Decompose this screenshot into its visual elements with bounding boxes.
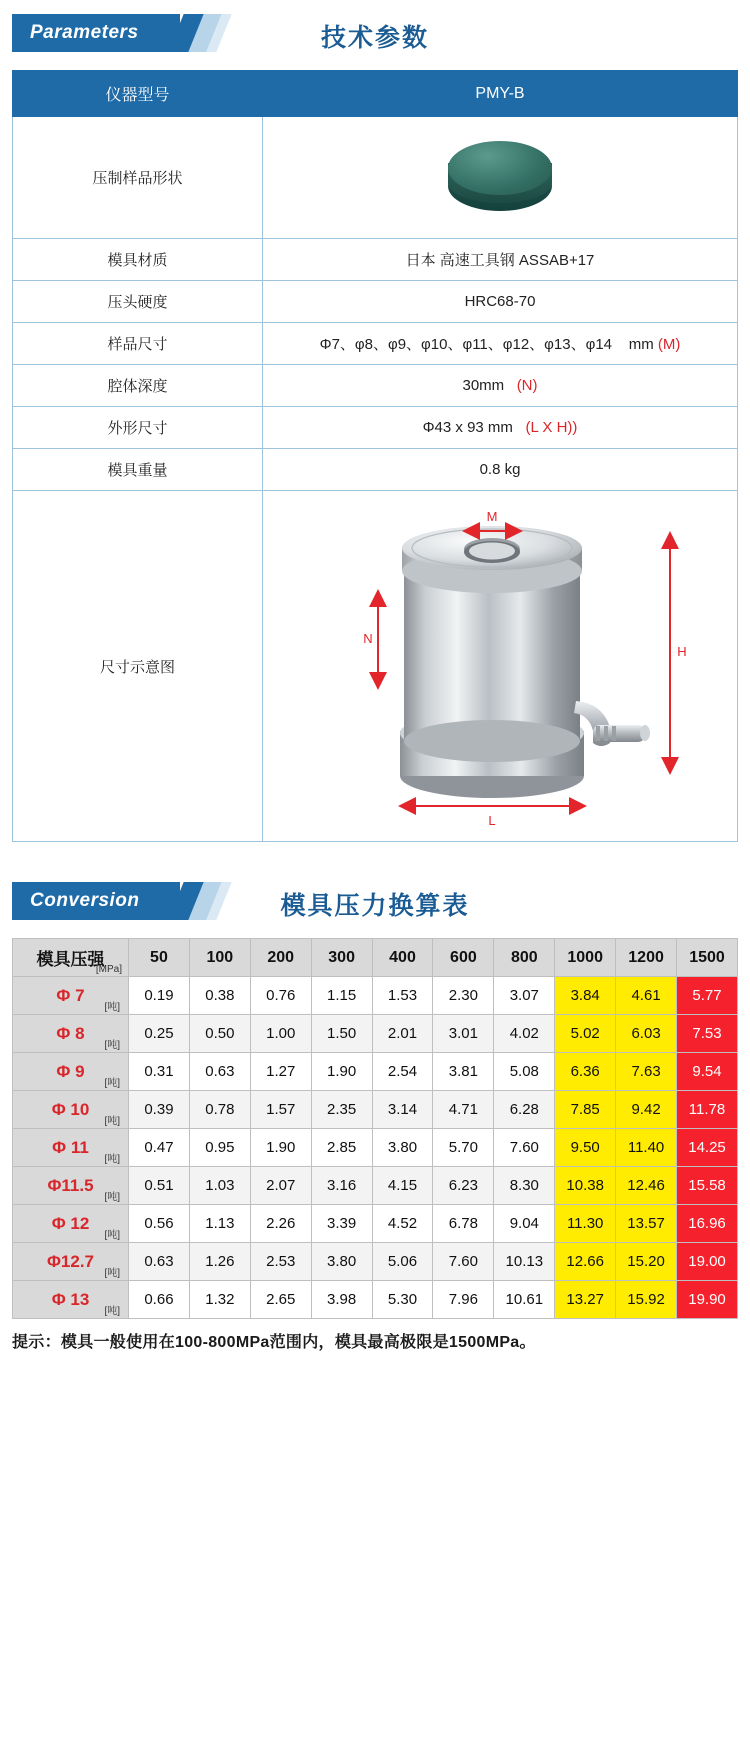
dia-label: Φ11.5: [47, 1175, 94, 1195]
cell: 15.20: [616, 1243, 677, 1281]
col-header-400: 400: [372, 939, 433, 977]
cavity-depth-text: 30mm: [462, 377, 505, 394]
cell: 6.36: [555, 1053, 616, 1091]
row-unit: [吨]: [104, 1306, 120, 1317]
cell: 5.06: [372, 1243, 433, 1281]
svg-text:H: H: [677, 644, 687, 659]
table-header-row: [13, 71, 738, 117]
table-row: [13, 1053, 738, 1091]
col-header-300: 300: [311, 939, 372, 977]
col-header-200: 200: [250, 939, 311, 977]
cell: 7.53: [677, 1015, 738, 1053]
sample-size-text: Φ7、φ8、φ9、φ10、φ11、φ12、φ13、φ14: [319, 336, 613, 353]
col-header-1500: 1500: [677, 939, 738, 977]
cell: 9.50: [555, 1129, 616, 1167]
table-row: [13, 365, 738, 407]
svg-text:N: N: [363, 631, 373, 646]
cell: 11.40: [616, 1129, 677, 1167]
row-label-outer-size: 外形尺寸: [13, 407, 263, 449]
conversion-title-cn: 模具压力换算表: [280, 892, 470, 920]
cell: 13.57: [616, 1205, 677, 1243]
row-unit: [吨]: [104, 1192, 120, 1203]
row-value-material: 日本 高速工具钢 ASSAB+17: [263, 239, 738, 281]
cell: 1.32: [189, 1281, 250, 1319]
pressure-conversion-table: [12, 938, 738, 1319]
cell: 2.53: [250, 1243, 311, 1281]
dia-label: Φ 13: [51, 1289, 90, 1309]
technical-spec-page: [0, 6, 750, 1352]
cell: 1.13: [189, 1205, 250, 1243]
svg-text:M: M: [486, 509, 498, 524]
cell: 1.50: [311, 1015, 372, 1053]
cell: 2.26: [250, 1205, 311, 1243]
row-unit: [吨]: [104, 1116, 120, 1127]
header-label-cell: 仪器型号: [13, 71, 263, 117]
cell: 1.03: [189, 1167, 250, 1205]
cell: 8.30: [494, 1167, 555, 1205]
cell: 15.92: [616, 1281, 677, 1319]
usage-note: 提示：模具一般使用在100-800MPa范围内，模具最高极限是1500MPa。: [12, 1334, 536, 1351]
cell: 0.56: [129, 1205, 190, 1243]
cell: 1.90: [311, 1053, 372, 1091]
cell: 10.61: [494, 1281, 555, 1319]
cell: 15.58: [677, 1167, 738, 1205]
cell: 4.02: [494, 1015, 555, 1053]
row-dia-7: [13, 977, 129, 1015]
col-header-800: 800: [494, 939, 555, 977]
cell: 4.61: [616, 977, 677, 1015]
cell: 7.63: [616, 1053, 677, 1091]
cell: 4.15: [372, 1167, 433, 1205]
table-row: [13, 1205, 738, 1243]
cell: 0.38: [189, 977, 250, 1015]
col-header-100: 100: [189, 939, 250, 977]
cell: 2.54: [372, 1053, 433, 1091]
row-value-sample-shape: [263, 117, 738, 239]
cell: 6.78: [433, 1205, 494, 1243]
cell: 2.30: [433, 977, 494, 1015]
table-row: [13, 1015, 738, 1053]
cell: 3.14: [372, 1091, 433, 1129]
table-row: [13, 449, 738, 491]
row-label-material: 模具材质: [13, 239, 263, 281]
cell: 0.50: [189, 1015, 250, 1053]
table-row: [13, 407, 738, 449]
svg-text:L: L: [488, 813, 496, 828]
cell: 1.27: [250, 1053, 311, 1091]
row-label-hardness: 压头硬度: [13, 281, 263, 323]
cell: 3.01: [433, 1015, 494, 1053]
dia-label: Φ 11: [52, 1137, 89, 1157]
cell: 1.26: [189, 1243, 250, 1281]
cell: 0.31: [129, 1053, 190, 1091]
cell: 2.07: [250, 1167, 311, 1205]
row-dia-8: [13, 1015, 129, 1053]
corner-unit: [MPa]: [95, 964, 122, 975]
cell: 0.25: [129, 1015, 190, 1053]
cell: 7.85: [555, 1091, 616, 1129]
cell: 2.01: [372, 1015, 433, 1053]
cell: 0.39: [129, 1091, 190, 1129]
conversion-corner-cell: [13, 939, 129, 977]
row-unit: [吨]: [104, 1002, 120, 1013]
cell: 3.98: [311, 1281, 372, 1319]
sample-size-unit: mm: [628, 336, 654, 353]
parameters-banner: [0, 6, 750, 62]
cell: 4.71: [433, 1091, 494, 1129]
table-row: [13, 1281, 738, 1319]
dia-label: Φ12.7: [46, 1251, 95, 1271]
cell: 14.25: [677, 1129, 738, 1167]
cell: 3.39: [311, 1205, 372, 1243]
cell: 0.63: [189, 1053, 250, 1091]
header-value-cell: PMY-B: [263, 71, 738, 117]
row-value-weight: 0.8 kg: [263, 449, 738, 491]
cell: 9.42: [616, 1091, 677, 1129]
row-dia-12: [13, 1205, 129, 1243]
row-unit: [吨]: [104, 1078, 120, 1089]
table-row: [13, 239, 738, 281]
row-dia-10: [13, 1091, 129, 1129]
row-unit: [吨]: [104, 1040, 120, 1051]
row-unit: [吨]: [104, 1268, 120, 1279]
cell: 4.52: [372, 1205, 433, 1243]
row-label-sample-size: 样品尺寸: [13, 323, 263, 365]
row-unit: [吨]: [104, 1154, 120, 1165]
table-row: [13, 491, 738, 842]
cell: 5.08: [494, 1053, 555, 1091]
cell: 3.80: [311, 1243, 372, 1281]
table-row: [13, 1129, 738, 1167]
row-label-diagram: 尺寸示意图: [13, 491, 263, 842]
cavity-depth-marker: (N): [516, 377, 538, 394]
cell: 7.60: [494, 1129, 555, 1167]
cell: 0.19: [129, 977, 190, 1015]
cell: 2.85: [311, 1129, 372, 1167]
cell: 3.16: [311, 1167, 372, 1205]
cell: 0.95: [189, 1129, 250, 1167]
cell: 6.03: [616, 1015, 677, 1053]
row-dia-9: [13, 1053, 129, 1091]
cell: 3.07: [494, 977, 555, 1015]
pressed-sample-puck-icon: [269, 141, 731, 215]
table-row: [13, 1167, 738, 1205]
sample-size-marker: (M): [657, 336, 681, 353]
table-row: [13, 977, 738, 1015]
cell: 5.70: [433, 1129, 494, 1167]
row-dia-13: [13, 1281, 129, 1319]
cell: 5.77: [677, 977, 738, 1015]
cell: 3.84: [555, 977, 616, 1015]
cell: 2.35: [311, 1091, 372, 1129]
cell: 1.00: [250, 1015, 311, 1053]
row-value-cavity-depth: [263, 365, 738, 407]
parameters-table: [12, 70, 738, 842]
table-row: [13, 323, 738, 365]
table-row: [13, 117, 738, 239]
outer-size-marker: (L X H)): [525, 419, 578, 436]
cell: 11.78: [677, 1091, 738, 1129]
cell: 16.96: [677, 1205, 738, 1243]
row-dia-11: [13, 1129, 129, 1167]
cell: 7.96: [433, 1281, 494, 1319]
cell: 6.28: [494, 1091, 555, 1129]
cell: 0.66: [129, 1281, 190, 1319]
conversion-tab-label: Conversion: [12, 882, 180, 920]
parameters-title-cn: 技术参数: [320, 24, 429, 52]
dia-label: Φ 8: [56, 1023, 85, 1043]
col-header-600: 600: [433, 939, 494, 977]
row-label-weight: 模具重量: [13, 449, 263, 491]
cell: 12.66: [555, 1243, 616, 1281]
row-value-sample-size: [263, 323, 738, 365]
row-value-outer-size: [263, 407, 738, 449]
cell: 0.47: [129, 1129, 190, 1167]
conversion-header-row: [13, 939, 738, 977]
table-row: [13, 1091, 738, 1129]
cell: 0.51: [129, 1167, 190, 1205]
parameters-tab-label: Parameters: [12, 14, 180, 52]
cell: 3.80: [372, 1129, 433, 1167]
row-value-diagram: [263, 491, 738, 842]
cell: 9.54: [677, 1053, 738, 1091]
col-header-1200: 1200: [616, 939, 677, 977]
cell: 10.38: [555, 1167, 616, 1205]
row-value-hardness: HRC68-70: [263, 281, 738, 323]
cell: 13.27: [555, 1281, 616, 1319]
dia-label: Φ 10: [51, 1099, 90, 1119]
cell: 7.60: [433, 1243, 494, 1281]
cell: 3.81: [433, 1053, 494, 1091]
cell: 0.63: [129, 1243, 190, 1281]
row-label-sample-shape: 压制样品形状: [13, 117, 263, 239]
corner-label: 模具压强: [36, 950, 105, 969]
cell: 1.15: [311, 977, 372, 1015]
conversion-banner: [0, 874, 750, 930]
cell: 6.23: [433, 1167, 494, 1205]
cell: 0.76: [250, 977, 311, 1015]
cell: 5.30: [372, 1281, 433, 1319]
row-label-cavity-depth: 腔体深度: [13, 365, 263, 407]
cell: 2.65: [250, 1281, 311, 1319]
cell: 19.00: [677, 1243, 738, 1281]
cell: 1.53: [372, 977, 433, 1015]
dia-label: Φ 12: [51, 1213, 90, 1233]
outer-size-text: Φ43 x 93 mm: [422, 419, 513, 436]
row-dia-12-7: [13, 1243, 129, 1281]
cell: 19.90: [677, 1281, 738, 1319]
cell: 11.30: [555, 1205, 616, 1243]
dia-label: Φ 7: [56, 985, 85, 1005]
die-dimension-diagram: [280, 501, 720, 831]
col-header-50: 50: [129, 939, 190, 977]
cell: 1.90: [250, 1129, 311, 1167]
row-unit: [吨]: [104, 1230, 120, 1241]
cell: 5.02: [555, 1015, 616, 1053]
col-header-1000: 1000: [555, 939, 616, 977]
cell: 10.13: [494, 1243, 555, 1281]
table-row: [13, 1243, 738, 1281]
cell: 0.78: [189, 1091, 250, 1129]
table-row: [13, 281, 738, 323]
cell: 1.57: [250, 1091, 311, 1129]
dia-label: Φ 9: [56, 1061, 85, 1081]
cell: 12.46: [616, 1167, 677, 1205]
row-dia-11-5: [13, 1167, 129, 1205]
cell: 9.04: [494, 1205, 555, 1243]
